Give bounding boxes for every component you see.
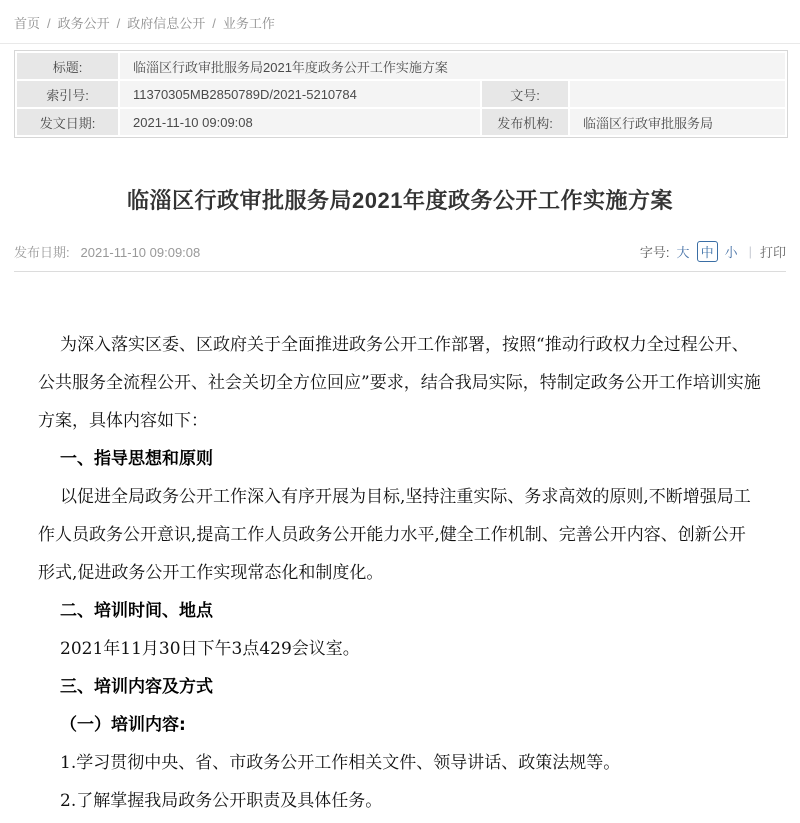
article-paragraph: 2.了解掌握我局政务公开职责及具体任务。	[60, 791, 383, 811]
content-divider	[14, 271, 786, 272]
article-body	[38, 326, 762, 820]
section-heading-3: 三、培训内容及方式	[60, 677, 213, 697]
meta-value-issuing-org: 临淄区行政审批服务局	[570, 109, 785, 135]
article-paragraph: 1.学习贯彻中央、省、市政务公开工作相关文件、领导讲话、政策法规等。	[60, 753, 621, 773]
print-button[interactable]: 打印	[759, 245, 786, 260]
breadcrumb-separator: /	[116, 16, 121, 31]
font-size-controls	[640, 241, 786, 262]
publish-date	[14, 242, 200, 261]
section-heading-2: 二、培训时间、地点	[60, 601, 213, 621]
meta-value-title: 临淄区行政审批服务局2021年度政务公开工作实施方案	[120, 53, 785, 79]
article-paragraph: 以促进全局政务公开工作深入有序开展为目标,坚持注重实际、务求高效的原则,不断增强局工作人员政务公开意识,提高工作人员政务公开能力水平,健全工作机制、完善公开内容、创新公开形式,促进政务公开工作实现常态化和制度化。	[38, 487, 751, 583]
section-heading-1: 一、指导思想和原则	[60, 449, 213, 469]
breadcrumb-separator: /	[47, 16, 51, 31]
breadcrumb-separator: /	[212, 16, 216, 31]
document-metadata-table	[14, 50, 786, 138]
font-size-medium-button[interactable]: 中	[697, 241, 718, 262]
meta-value-issue-date: 2021-11-10 09:09:08	[120, 109, 480, 135]
font-size-label: 字号:	[639, 245, 670, 260]
article-paragraph: 为深入落实区委、区政府关于全面推进政务公开工作部署，按照“推动行政权力全过程公开、公共服务全流程公开、社会关切全方位回应”要求，结合我局实际，特制定政务公开工作培训实施方案，具体内容如下：	[38, 335, 761, 431]
meta-label-issuing-org: 发布机构:	[482, 109, 568, 135]
breadcrumb	[0, 0, 800, 44]
breadcrumb-item-home[interactable]: 首页	[14, 16, 41, 31]
meta-label-issue-date: 发文日期:	[17, 109, 118, 135]
article-paragraph: 2021年11月30日下午3点429会议室。	[60, 639, 360, 659]
meta-label-title: 标题:	[17, 53, 118, 79]
breadcrumb-item-zhengwu-gongkai[interactable]: 政务公开	[57, 16, 110, 31]
table-row	[17, 81, 785, 107]
publish-date-value: 2021-11-10 09:09:08	[80, 245, 201, 260]
meta-label-doc-number: 文号:	[482, 81, 568, 107]
publish-date-label: 发布日期:	[14, 245, 70, 260]
breadcrumb-item-yewu-gongzuo[interactable]: 业务工作	[222, 16, 275, 31]
font-size-large-button[interactable]: 大	[676, 245, 690, 260]
table-row	[17, 109, 785, 135]
meta-value-doc-number	[570, 81, 785, 107]
subsection-heading-1: （一）培训内容:	[60, 715, 186, 735]
breadcrumb-item-xinxi-gongkai[interactable]: 政府信息公开	[127, 16, 206, 31]
meta-label-index-number: 索引号:	[17, 81, 118, 107]
meta-value-index-number: 11370305MB2850789D/2021-5210784	[120, 81, 480, 107]
document-meta-bar	[14, 241, 786, 262]
table-row	[17, 53, 785, 79]
controls-divider: |	[748, 244, 752, 259]
font-size-small-button[interactable]: 小	[724, 245, 738, 260]
page-title: 临淄区行政审批服务局2021年度政务公开工作实施方案	[127, 188, 673, 213]
